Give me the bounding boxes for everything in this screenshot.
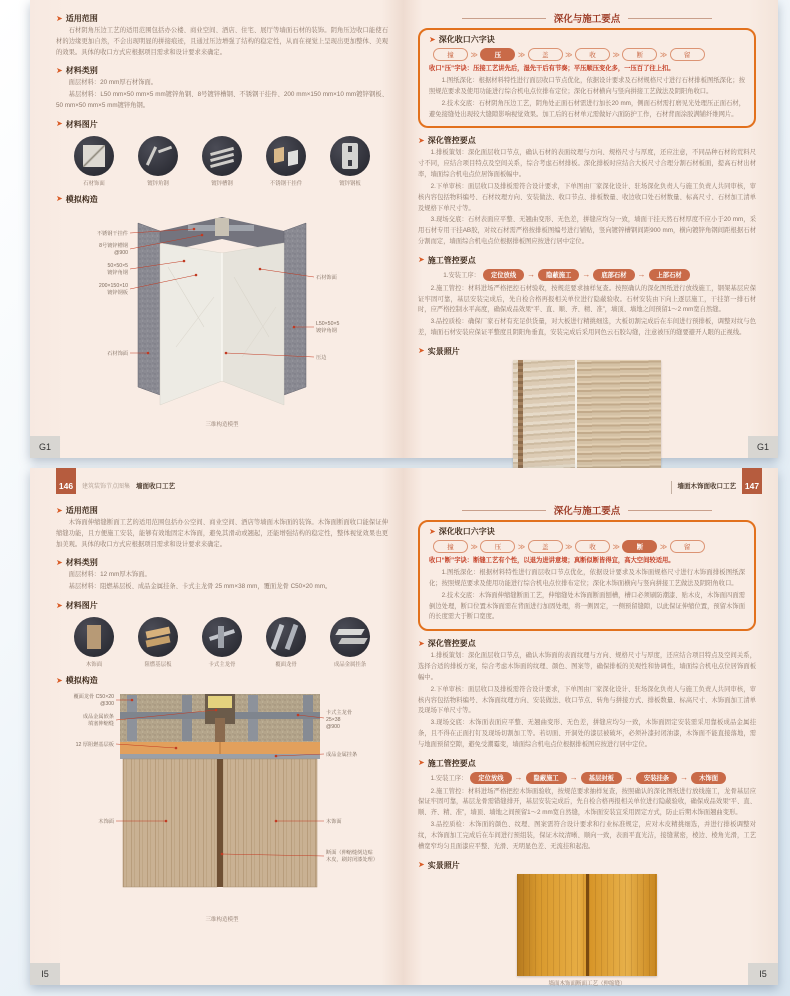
construction-paragraph-2: 2.施工管控：材料进场严格把控木饰面验收，按规范要求抽样复查，按照确认的深化图纸进行放线施工，龙骨基层应保证牢固可靠，基层龙骨需错缝排开，基层安装完成后，先自检合格再报相关单位进行隐蔽验收，确保成品效果“平、直、顺、齐、精、准”，墙顶、墙地之间预留1～2 mm宽自然缝，木饰面安装宜采用固定方式，防止后期木饰面翘曲变形。 (418, 787, 756, 817)
diagram-label: 不锈钢干挂件 (96, 230, 128, 237)
diagram-label: 成品金属嵌条 (82, 714, 114, 721)
diagram-label: 成品金属挂条 (326, 752, 358, 759)
material-photo-circle (202, 617, 242, 657)
material-photo-metal-clip (326, 617, 374, 668)
construction-diagram-stone-wrap (56, 207, 388, 428)
diagram-caption: 三维构造模型 (205, 917, 239, 924)
diagram-caption: 三维构造模型 (205, 421, 239, 428)
diagram-label: 卡式主龙骨 (326, 710, 352, 717)
section-arrow-icon: ➤ (418, 758, 425, 768)
diagram-label: 镀锌角钢 (107, 269, 128, 276)
index-tab: I5 (30, 963, 60, 985)
pill-char: 盖 (528, 540, 563, 553)
step-arrow-icon: → (680, 773, 689, 783)
pill-separator-icon: ≫ (659, 543, 668, 551)
deepening-paragraph-3: 3.现场交底：石材表面应平整、无翘曲变形、无色差，拼缝应均匀一致，墙面干挂天然石材厚度不应小于20 mm，采用石材专用干挂AB胶，对纹石材需严格按排板图编号进行铺贴，竖向镀锌槽钢间距900 mm，横向镀锌角钢间距根据石材分割而定，墙面综合机电点位根据排板图应按进行居中定位。 (418, 216, 756, 245)
chapter-name: 墙面收口工艺 (136, 483, 176, 490)
photo-expansion-gap (586, 874, 589, 976)
material-photo-row (56, 617, 388, 668)
section-header-mockup (56, 194, 388, 205)
chapter-name: 墙面木饰面收口工艺 (671, 481, 737, 494)
section-arrow-icon: ➤ (56, 194, 63, 204)
section-arrow-icon: ➤ (418, 135, 425, 145)
pill-char: 留 (670, 540, 705, 553)
section-title: 适用范围 (65, 14, 98, 23)
material-photo-furring-keel (262, 617, 310, 668)
diagram-label: 木饰面 (326, 819, 342, 826)
section-header-photo (418, 346, 756, 357)
step-pill: 底部石材 (593, 269, 634, 281)
page-number-tab: 147 (742, 468, 762, 494)
pill-separator-icon: ≫ (612, 543, 620, 551)
pill-char: 压 (480, 540, 515, 553)
section-header-scope (56, 13, 388, 24)
material-photo-circle (330, 136, 370, 176)
diagram-label: L50×50×5 (316, 320, 340, 327)
page-title (418, 503, 756, 517)
section-arrow-icon: ➤ (429, 526, 436, 536)
deepening-paragraph-1: 1.排板策划：深化面层收口节点，确认石材的表面纹理与方向、规格尺寸与厚度，还应注意，不同品种石材的荒料尺寸不同，应结合项目特点及空间关系，综合考虑石材排板。深化排板时应结合大板尺寸合理分割石材板面，提高石材出材率，墙面综合机电点位居饰面板幅中。 (418, 149, 756, 179)
step-arrow-icon: → (527, 270, 536, 280)
section-title: 材料图片 (65, 119, 98, 129)
deepening-paragraph-2: 2.下单审核：面层收口及排板需符合设计要求，下单图由厂家深化设计、驻场深化负责人与施工负责人共同审核，审核内容包括物料编号、石材纹理方向、安装做法、收口节点、排板数量、收边收口处石材数量、标高尺寸、石材加工清单及规格下单尺寸等。 (418, 182, 756, 212)
material-photo-angle-steel (134, 136, 182, 187)
material-photo-caption: 镀锌角钢 (147, 180, 169, 187)
diagram-label: 断面（伸缩缝倒边贴 (326, 850, 373, 857)
page-wood-left (30, 468, 404, 985)
step-pill: 上部石材 (649, 269, 690, 281)
book-spread-stone (30, 0, 778, 458)
section-title: 深化管控要点 (427, 136, 476, 146)
six-char-formula-box (418, 28, 756, 128)
section-title: 深化收口六字诀 (438, 35, 495, 44)
material-photo-circle (74, 136, 114, 176)
diagram-label: @900 (326, 724, 340, 731)
section-title: 实景照片 (427, 860, 460, 870)
page-header-left (56, 468, 175, 494)
deepening-paragraph-1: 1.排板策划：深化面层收口节点，确认木饰面的表面纹理与方向、规格尺寸与厚度，还应结合项目特点及空间关系，选择合适的排板方案，综合考虑木饰面的纹理、颜色、图案等，确保排板的美观性和协调性，墙面综合机电点位居饰面板幅中。 (418, 652, 756, 681)
diagram-label: 石材饰面 (107, 350, 128, 357)
pill-separator-icon: ≫ (517, 51, 526, 59)
title-rule (462, 18, 546, 19)
index-tab: G1 (30, 436, 60, 458)
section-title: 深化收口六字诀 (438, 527, 495, 536)
section-title: 施工管控要点 (427, 255, 476, 265)
pill-char: 留 (670, 48, 705, 61)
photo-caption: 墙面木饰面断面工艺（伸缩缝） (548, 980, 626, 987)
construction-paragraph-2: 2.施工管控：材料进场严格把控石材验收，按规范要求抽样复查。按照确认的深化图纸进行放线施工，钢架基层应保证牢固可靠，基层安装完成后，先自检合格再报相关单位进行隐蔽验收。石材安装由下向上逐层施工，干挂第一排石材时，应严格控制水平高度，确保成品效果“平、直、顺、齐、精、准”，墙顶、墙地之间预留1～2 mm宽自然缝。 (418, 284, 756, 314)
step-arrow-icon: → (514, 773, 523, 783)
material-photo-wood-veneer (70, 617, 118, 668)
diagram-label: @300 (100, 701, 114, 708)
pill-char: 收 (575, 48, 610, 61)
section-header-photo (418, 860, 756, 871)
section-title: 适用范围 (65, 506, 98, 515)
page-title-text: 深化与施工要点 (553, 14, 621, 25)
step-arrow-icon: → (624, 773, 633, 783)
material-photo-circle (138, 136, 178, 176)
photo-right-wall (577, 360, 661, 472)
section-arrow-icon: ➤ (56, 505, 63, 515)
pill-separator-icon: ≫ (565, 543, 573, 551)
section-header-six-char (429, 34, 745, 45)
section-arrow-icon: ➤ (56, 600, 63, 610)
section-header-materials (56, 65, 388, 76)
diagram-label: 50×50×5 (107, 262, 128, 269)
site-photo-wrap (418, 360, 756, 483)
section-arrow-icon: ➤ (418, 255, 425, 265)
page-stone-right (404, 0, 778, 458)
section-arrow-icon: ➤ (429, 34, 436, 44)
construction-diagram-wood-wrap (56, 688, 388, 923)
section-header-construction (418, 255, 756, 266)
section-arrow-icon: ➤ (418, 860, 425, 870)
material-photo-circle (266, 617, 306, 657)
steps-label: 1.安装工序： (443, 272, 480, 280)
pill-separator-icon: ≫ (659, 51, 668, 59)
section-header-material-photos (56, 119, 388, 130)
site-photo-wood-panels (517, 874, 657, 976)
pill-char-active: 断 (622, 540, 657, 553)
construction-diagram-stone (64, 207, 380, 413)
material-photo-channel-steel (198, 136, 246, 187)
material-photo-caption: 镀锌钢板 (339, 180, 361, 187)
pill-char: 撞 (433, 48, 468, 61)
step-pill: 基层封板 (581, 772, 622, 784)
deepening-paragraph-2: 2.下单审核：面层收口及排板需符合设计要求，下单图由厂家深化设计、驻场深化负责人与施工负责人共同审核，审核内容包括物料编号、木饰面纹理方向、安装做法、收口节点、转角与拼接方式、排板数量、标高尺寸、木饰面加工清单及现场下单尺寸等。 (418, 685, 756, 715)
photo-edge-strip (518, 360, 523, 472)
material-photo-caption: 木饰面 (85, 662, 103, 669)
pill-separator-icon: ≫ (612, 51, 620, 59)
material-photo-circle (202, 136, 242, 176)
material-photo-caption: 阻燃基层板 (144, 662, 172, 669)
diagram-label: 25×38 (326, 717, 341, 724)
scope-paragraph: 石材阴角压边工艺的适用范围包括办公楼、商业空间、酒店、住宅、展厅等墙面石材的装饰。阴角压边收口能使石材的边缘更加自然，不会出现明显的拼接痕迹，且通过压边增强了结构的稳定性，从而在视觉上呈现出更加整体、美观的效果。具体的收口方式应根据项目需求和设计要求来确定。 (56, 27, 388, 56)
index-tab: G1 (748, 436, 778, 458)
box-paragraph-2: 2.技术交底：木饰面伸缩缝断面工艺，伸缩缝处木饰面断面刨槽，槽口必须刷防潮漆、贴木皮，木饰面四面需倒边处理，断口位置木饰面需在背面进行加固处理，将一侧固定，一侧预留缝隙，以此保证伸缩位置，预留木饰面的长度需大于断口宽度。 (429, 591, 745, 621)
section-title: 材料类别 (65, 66, 98, 76)
book-spread-wood (30, 468, 778, 985)
construction-diagram-wood (64, 688, 380, 908)
section-arrow-icon: ➤ (56, 119, 63, 129)
material-photo-steel-plate (326, 136, 374, 187)
formula-motto: 收口“断”字诀：断缝工艺有个性，以退为进讲意境；真断似断皆得宜，高大空间较适用。 (429, 557, 675, 564)
six-char-formula-box (418, 520, 756, 631)
pill-separator-icon: ≫ (517, 543, 526, 551)
step-pill: 定位放线 (470, 772, 511, 784)
material-line-face: 面层材料：20 mm厚石材饰面。 (68, 79, 158, 87)
section-arrow-icon: ➤ (418, 346, 425, 356)
six-char-pills (433, 540, 745, 553)
pill-separator-icon: ≫ (565, 51, 573, 59)
material-photo-caption: 成品金属挂条 (333, 662, 367, 669)
title-rule (628, 18, 712, 19)
material-photo-caption: 卡式主龙骨 (208, 662, 236, 669)
pill-separator-icon: ≫ (470, 543, 478, 551)
diagram-label: 200×150×10 (98, 282, 128, 289)
section-arrow-icon: ➤ (418, 638, 425, 648)
material-photo-circle (74, 617, 114, 657)
page-title (418, 11, 756, 25)
diagram-label: 石材饰面 (316, 274, 337, 281)
install-steps-flow (418, 269, 756, 281)
pill-char-active: 压 (480, 48, 515, 61)
section-title: 模拟构造 (65, 676, 98, 686)
material-photo-caption: 石材饰面 (83, 180, 105, 187)
page-number-tab: 146 (56, 468, 76, 494)
box-paragraph-1: 1.图纸深化：根据材料特性进行面层收口节点优化，依据设计要求及木饰面规格尺寸进行木饰面排板图纸深化；按照规范要求及使用功能进行综合机电点位排布定位；深化木饰面横向与竖向拼接工艺做法及阴阳角收口。 (429, 569, 745, 587)
scope-paragraph: 木饰面伸缩缝断面工艺的适用范围包括办公空间、商业空间、酒店等墙面木饰面的装饰。木饰面断面收口能保证伸缩缝功能，且方便施工安装，能够有效地固定木饰面，避免其滑动或翘起，还能增强结构的稳定性，整体视觉效果也更加美观。具体的收口方式应根据项目需求和设计要求来确定。 (56, 519, 388, 548)
material-photo-row (56, 136, 388, 187)
page-title-text: 深化与施工要点 (553, 506, 621, 517)
section-title: 施工管控要点 (427, 758, 476, 768)
title-rule (628, 510, 712, 511)
step-pill: 安装挂条 (636, 772, 677, 784)
pill-char: 收 (575, 540, 610, 553)
diagram-label: @900 (114, 249, 128, 256)
section-arrow-icon: ➤ (56, 65, 63, 75)
six-char-pills (433, 48, 745, 61)
section-header-scope (56, 505, 388, 516)
material-photo-circle (266, 136, 306, 176)
material-photo-circle (330, 617, 370, 657)
pill-char: 盖 (528, 48, 563, 61)
construction-paragraph-3: 3.品控质检：木饰面的颜色、纹理、图案需符合设计要求和行业标准规定，应对木皮精挑细选，并进行排板调整对纹，木饰面加工完成后在车间进行预组装，保证木纹清晰、顺向一致，表面平直光洁，接缝紧密，棱边、棱角光滑，工艺槽宽窄均匀且面漆应平整、光滑、无明显色差、无流挂和起泡。 (418, 821, 756, 850)
section-header-construction (418, 758, 756, 769)
diagram-label: 压边 (316, 354, 327, 361)
section-title: 实景照片 (427, 346, 460, 356)
pill-char: 断 (622, 48, 657, 61)
section-header-materials (56, 557, 388, 568)
step-pill: 隐蔽施工 (538, 269, 579, 281)
steps-label: 1.安装工序： (430, 775, 468, 783)
material-line-base: 基层材料：L50 mm×50 mm×5 mm镀锌角钢、8号镀锌槽钢、不锈钢干挂件、200 mm×150 mm×10 mm镀锌钢板、50 mm×50 mm×5 mm镀锌角钢。 (56, 91, 388, 110)
site-photo-stone-corner (513, 360, 661, 472)
diagram-label: 填塞伸缩缝 (88, 721, 114, 728)
step-arrow-icon: → (582, 270, 591, 280)
section-arrow-icon: ➤ (56, 557, 63, 567)
box-paragraph-2: 2.技术交底：石材阴角压边工艺，阴角处正面石材需进行加长20 mm，侧面石材需打磨见光处理压正面石材，避免接缝处出现较大缝隙影响视觉效果。加工后的石材单元需做好六面防护工作，石材背面涂胶满铺纤维网片。 (429, 99, 745, 118)
material-photo-hanger (262, 136, 310, 187)
diagram-label: 镀锌钢板 (107, 289, 128, 296)
section-header-material-photos (56, 600, 388, 611)
section-header-six-char (429, 526, 745, 537)
material-line-face: 面层材料：12 mm厚木饰面。 (68, 571, 151, 579)
diagram-label: 8号镀锌槽钢 (99, 242, 128, 249)
diagram-label: 木饰面 (98, 819, 114, 826)
material-photo-main-keel (198, 617, 246, 668)
step-arrow-icon: → (569, 773, 578, 783)
material-photo-stone (70, 136, 118, 187)
section-title: 材料类别 (65, 558, 98, 568)
section-arrow-icon: ➤ (56, 13, 63, 23)
section-header-deepening (418, 638, 756, 649)
section-header-deepening (418, 135, 756, 146)
step-pill: 木饰面 (691, 772, 726, 784)
book-name: 建筑装饰节点图集 (82, 484, 131, 490)
material-photo-caption: 镀锌槽钢 (211, 180, 233, 187)
material-photo-caption: 不锈钢干挂件 (269, 180, 303, 187)
index-tab: I5 (748, 963, 778, 985)
page-wood-right (404, 468, 778, 985)
page-stone-left (30, 0, 404, 458)
material-line-base: 基层材料：阻燃基层板、成品金属挂条、卡式主龙骨 25 mm×38 mm，覆面龙骨 C50×20 mm。 (68, 583, 332, 591)
material-photo-fire-board (134, 617, 182, 668)
material-photo-circle (138, 617, 178, 657)
step-pill: 定位放线 (483, 269, 524, 281)
material-photo-caption: 覆面龙骨 (275, 662, 297, 669)
diagram-label: 覆面龙骨 C50×20 (73, 694, 114, 701)
page-header-right (671, 468, 763, 494)
site-photo-wrap (418, 874, 756, 987)
construction-paragraph-3: 3.品控质检：确保厂家石材有充足供货量，对大板进行精挑细选，大板切割完成后在车间进行预排板，调整对纹与色差，墙面石材安装应保证平整度且阴阳角垂直，安装完成后采用同色云石胶勾缝，注意被压的缝要避开人眼的正视线。 (418, 318, 756, 337)
diagram-label: 木皮，刷封闭漆处理） (326, 857, 378, 864)
pill-separator-icon: ≫ (470, 51, 478, 59)
section-title: 深化管控要点 (427, 639, 476, 649)
pill-char: 撞 (433, 540, 468, 553)
box-paragraph-1: 1.图纸深化：根据材料特性进行面层收口节点优化，依据设计要求及石材规格尺寸进行石材排板图纸深化；按照规范要求及使用功能进行综合机电点位排布定位；深化石材横向与竖向拼接工艺做法及阴阳角收口。 (429, 77, 745, 95)
deepening-paragraph-3: 3.现场交底：木饰面表面应平整、无翘曲变形、无色差，拼缝应均匀一致，木饰面固定安装需采用靠板成品金属挂条，且不得在正面打钉及现场切割加工等。若切面、开洞处的漆层被破坏，必须补漆封闭油漆，木饰面不能直接落地，需与地面预留空隙，避免受潮霉变，墙面综合机电点位根据排板图应按进行居中定位。 (418, 719, 756, 748)
formula-motto: 收口“压”字诀：压接工艺讲先后，湿先干后有节奏；平压顺压变化多，一压百了往上扣。 (429, 65, 675, 72)
install-steps-flow (418, 772, 756, 784)
diagram-label: 12 厚阻燃基层板 (75, 742, 114, 749)
title-rule (462, 510, 546, 511)
section-title: 材料图片 (65, 601, 98, 611)
section-header-mockup (56, 675, 388, 686)
step-arrow-icon: → (637, 270, 646, 280)
step-pill: 隐蔽施工 (526, 772, 567, 784)
section-arrow-icon: ➤ (56, 675, 63, 685)
section-title: 模拟构造 (65, 194, 98, 204)
diagram-label: 镀锌角钢 (316, 327, 337, 334)
